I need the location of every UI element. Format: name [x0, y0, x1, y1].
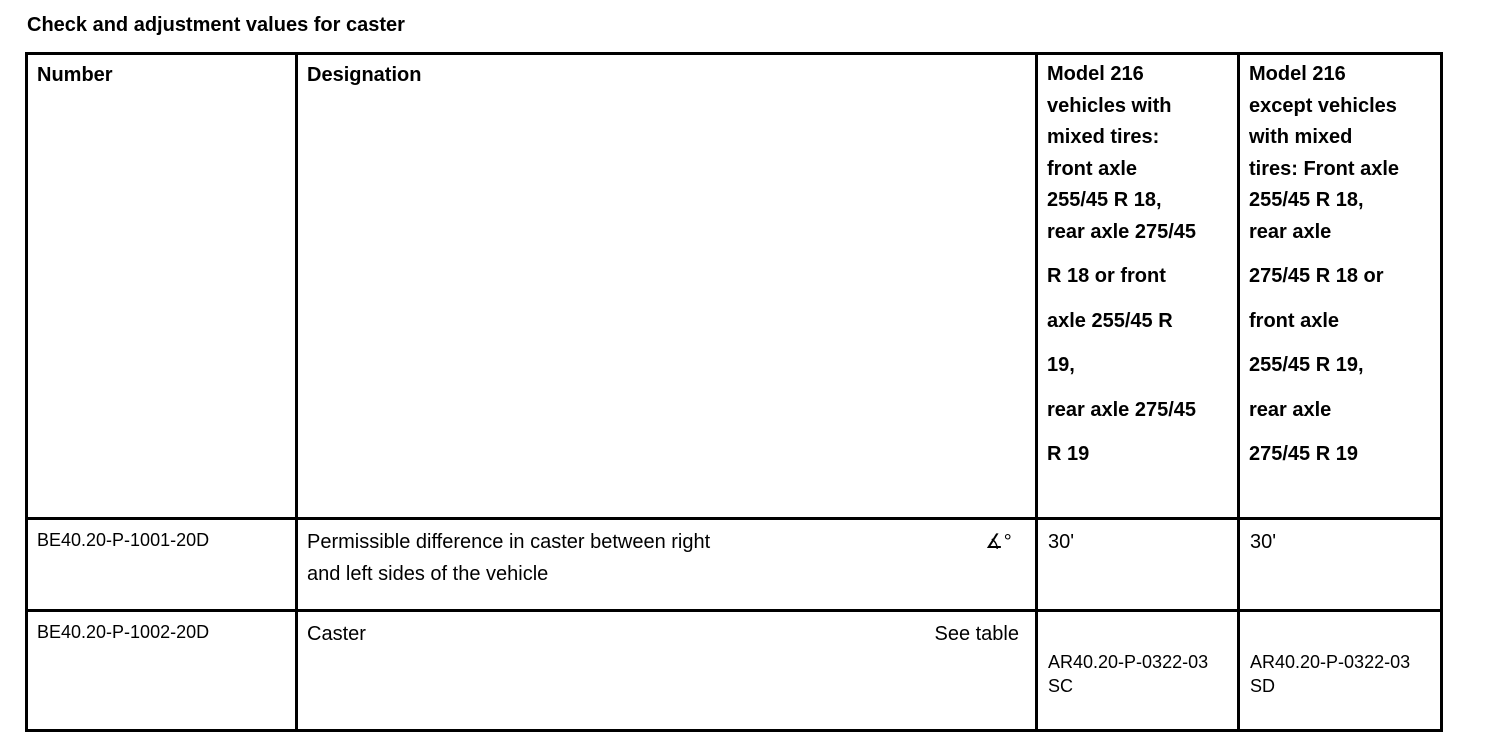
header-line: 19, [1047, 354, 1075, 376]
header-model-216-mixed-tires [1037, 54, 1239, 519]
row-value-except-mixed-tires: 30' [1239, 519, 1442, 611]
reference-line: SC [1048, 676, 1074, 696]
row-value-mixed-tires: 30' [1037, 519, 1239, 611]
see-table-reference: See table [934, 623, 1019, 645]
header-line: 255/45 R 19, [1249, 354, 1364, 376]
row-value-except-mixed-tires [1239, 611, 1442, 731]
header-line: R 18 or front [1047, 265, 1166, 287]
header-line: 275/45 R 19 [1249, 443, 1358, 465]
header-model-216-except-mixed-tires [1239, 54, 1442, 519]
reference-line: AR40.20-P-0322-03 [1048, 652, 1209, 672]
header-line: rear axle 275/45 [1047, 220, 1197, 243]
row-number: BE40.20-P-1001-20D [27, 519, 297, 611]
reference-line: AR40.20-P-0322-03 [1250, 652, 1411, 672]
header-line: front axle [1249, 309, 1340, 332]
row-designation [297, 519, 1037, 611]
table-header-row [27, 54, 1442, 519]
header-line: 255/45 R 18, [1249, 189, 1364, 211]
caster-values-table [25, 52, 1443, 732]
header-line: R 19 [1047, 443, 1090, 465]
header-line: except vehicles [1249, 94, 1397, 117]
table-row [27, 611, 1442, 731]
header-line: mixed tires: [1047, 126, 1160, 148]
designation-text: Permissible difference in caster between right and left sides of the vehicle [307, 531, 711, 585]
header-designation: Designation [297, 54, 1037, 519]
header-line: with mixed [1249, 126, 1353, 148]
header-number: Number [27, 54, 297, 519]
reference-line: SD [1250, 676, 1276, 696]
header-line: rear axle [1249, 398, 1332, 421]
header-line: 255/45 R 18, [1047, 189, 1162, 211]
header-line: tires: Front axle [1249, 157, 1400, 180]
page-title: Check and adjustment values for caster [27, 14, 405, 36]
header-line: 275/45 R 18 or [1249, 265, 1384, 287]
header-line: Model 216 [1249, 63, 1346, 85]
angle-unit-icon: ∡° [985, 531, 1011, 553]
designation-text: Caster [307, 623, 366, 645]
header-line: front axle [1047, 157, 1138, 180]
header-line: rear axle [1249, 220, 1332, 243]
row-number: BE40.20-P-1002-20D [27, 611, 297, 731]
row-value-mixed-tires [1037, 611, 1239, 731]
table-row [27, 519, 1442, 611]
header-line: Model 216 [1047, 63, 1144, 85]
header-line: rear axle 275/45 [1047, 398, 1197, 421]
header-line: axle 255/45 R [1047, 309, 1173, 332]
header-line: vehicles with [1047, 94, 1172, 117]
row-designation [297, 611, 1037, 731]
